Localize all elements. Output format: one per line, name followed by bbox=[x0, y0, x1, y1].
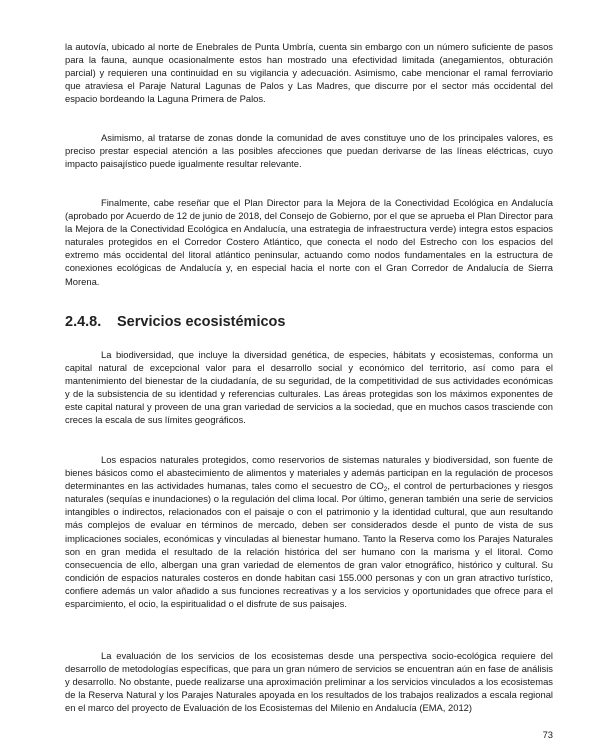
paragraph-biodiversidad: La biodiversidad, que incluye la diversidad genética, de especies, hábitats y ecosistemas, conforma un capital natural de excepcional valor para el desarrollo social y económico del territorio, así como para el mantenimiento del bienestar de la ciudadanía, de su seguridad, de la competitividad de sus actividades económicas y de la subsistencia de su identidad y referencias culturales. Las áreas protegidas son los máximos exponentes de este capital natural y proveen de una gran variedad de servicios a la sociedad, que en muchos casos trasciende con creces la escala de sus límites geográficos. bbox=[65, 349, 553, 426]
paragraph-aves: Asimismo, al tratarse de zonas donde la comunidad de aves constituye uno de los principales valores, es preciso prestar especial atención a las posibles afecciones que puedan derivarse de las líneas eléctricas, cuyo impacto paisajístico puede igualmente resultar relevante. bbox=[65, 132, 553, 170]
section-title: Servicios ecosistémicos bbox=[117, 314, 286, 330]
paragraph-espacios-naturales bbox=[65, 453, 553, 610]
paragraph-evaluacion: La evaluación de los servicios de los ecosistemas desde una perspectiva socio-ecológica requiere del desarrollo de metodologías específicas, que para un gran número de servicios se encuentran aún en fase de análisis y desarrollo. No obstante, puede realizarse una aproximación preliminar a los servicios vinculados a los ecosistemas de la Reserva Natural y los Parajes Naturales apoyada en los resultados de los trabajos realizados a escala regional en el marco del proyecto de Evaluación de los Ecosistemas del Milenio en Andalucía (EMA, 2012) bbox=[65, 650, 553, 714]
page-number: 73 bbox=[542, 729, 553, 740]
paragraph-espacios-part1: Los espacios naturales protegidos, como reservorios de sistemas naturales y biodiversidad, son fuente de bienes básicos como el abastecimiento de alimentos y materiales y además participan en la regulación de procesos determinantes en las actividades humanas, tales como el secuestro de CO bbox=[65, 454, 553, 492]
section-heading bbox=[65, 314, 553, 330]
co2-subscript: 2 bbox=[383, 486, 388, 494]
paragraph-espacios-part2: , el control de perturbaciones y riesgos naturales (sequías e inundaciones) o la regulación del clima local. Por último, generan también una serie de servicios intangibles o indirectos, relacionados con el paisaje o con el patrimonio y la identidad cultural, que aun resultando más complejos de evaluar en términos de mercado, deben ser considerados desde el punto de vista de sus implicaciones sociales, económicas y vinculadas al bienestar humano. Tanto la Reserva como los Parajes Naturales son en gran medida el resultado de la relación histórica del ser humano con la marisma y el litoral. Como consecuencia de ello, albergan una gran variedad de elementos de gran valor etnográfico, histórico y cultural. Su condición de espacios naturales costeros en donde habitan casi 155.000 personas y con un gran atractivo turístico, confiere además un valor añadido a sus funciones recreativas y a los servicios y oportunidades que ofrece para el esparcimiento, el ocio, la espiritualidad o el disfrute de sus paisajes. bbox=[65, 480, 553, 610]
paragraph-plan-director: Finalmente, cabe reseñar que el Plan Director para la Mejora de la Conectividad Ecológica en Andalucía (aprobado por Acuerdo de 12 de junio de 2018, del Consejo de Gobierno, por el que se aprueba el Plan Director para la Mejora de la Conectividad Ecológica en Andalucía, una estrategia de infraestructura verde) integra estos espacios naturales protegidos en el Corredor Costero Atlántico, que conecta el nodo del Estrecho con los espacios del extremo más occidental del litoral atlántico peninsular, actuando como nodos fundamentales en la estructura de conexiones ecológicas de Andalucía y, en especial hacia el norte con el Gran Corredor de Andalucía de Sierra Morena. bbox=[65, 197, 553, 287]
paragraph-autovia: la autovía, ubicado al norte de Enebrales de Punta Umbría, cuenta sin embargo con un número suficiente de pasos para la fauna, aunque ocasionalmente estos han mostrado una efectividad limitada (anegamientos, obturación parcial) y requieren una continuidad en su vigilancia y adecuación. Asimismo, cabe mencionar el ramal ferroviario que atraviesa el Paraje Natural Lagunas de Palos y Las Madres, que discurre por el sector más occidental del espacio bordeando la Laguna Primera de Palos. bbox=[65, 41, 553, 105]
section-number: 2.4.8. bbox=[65, 314, 102, 330]
